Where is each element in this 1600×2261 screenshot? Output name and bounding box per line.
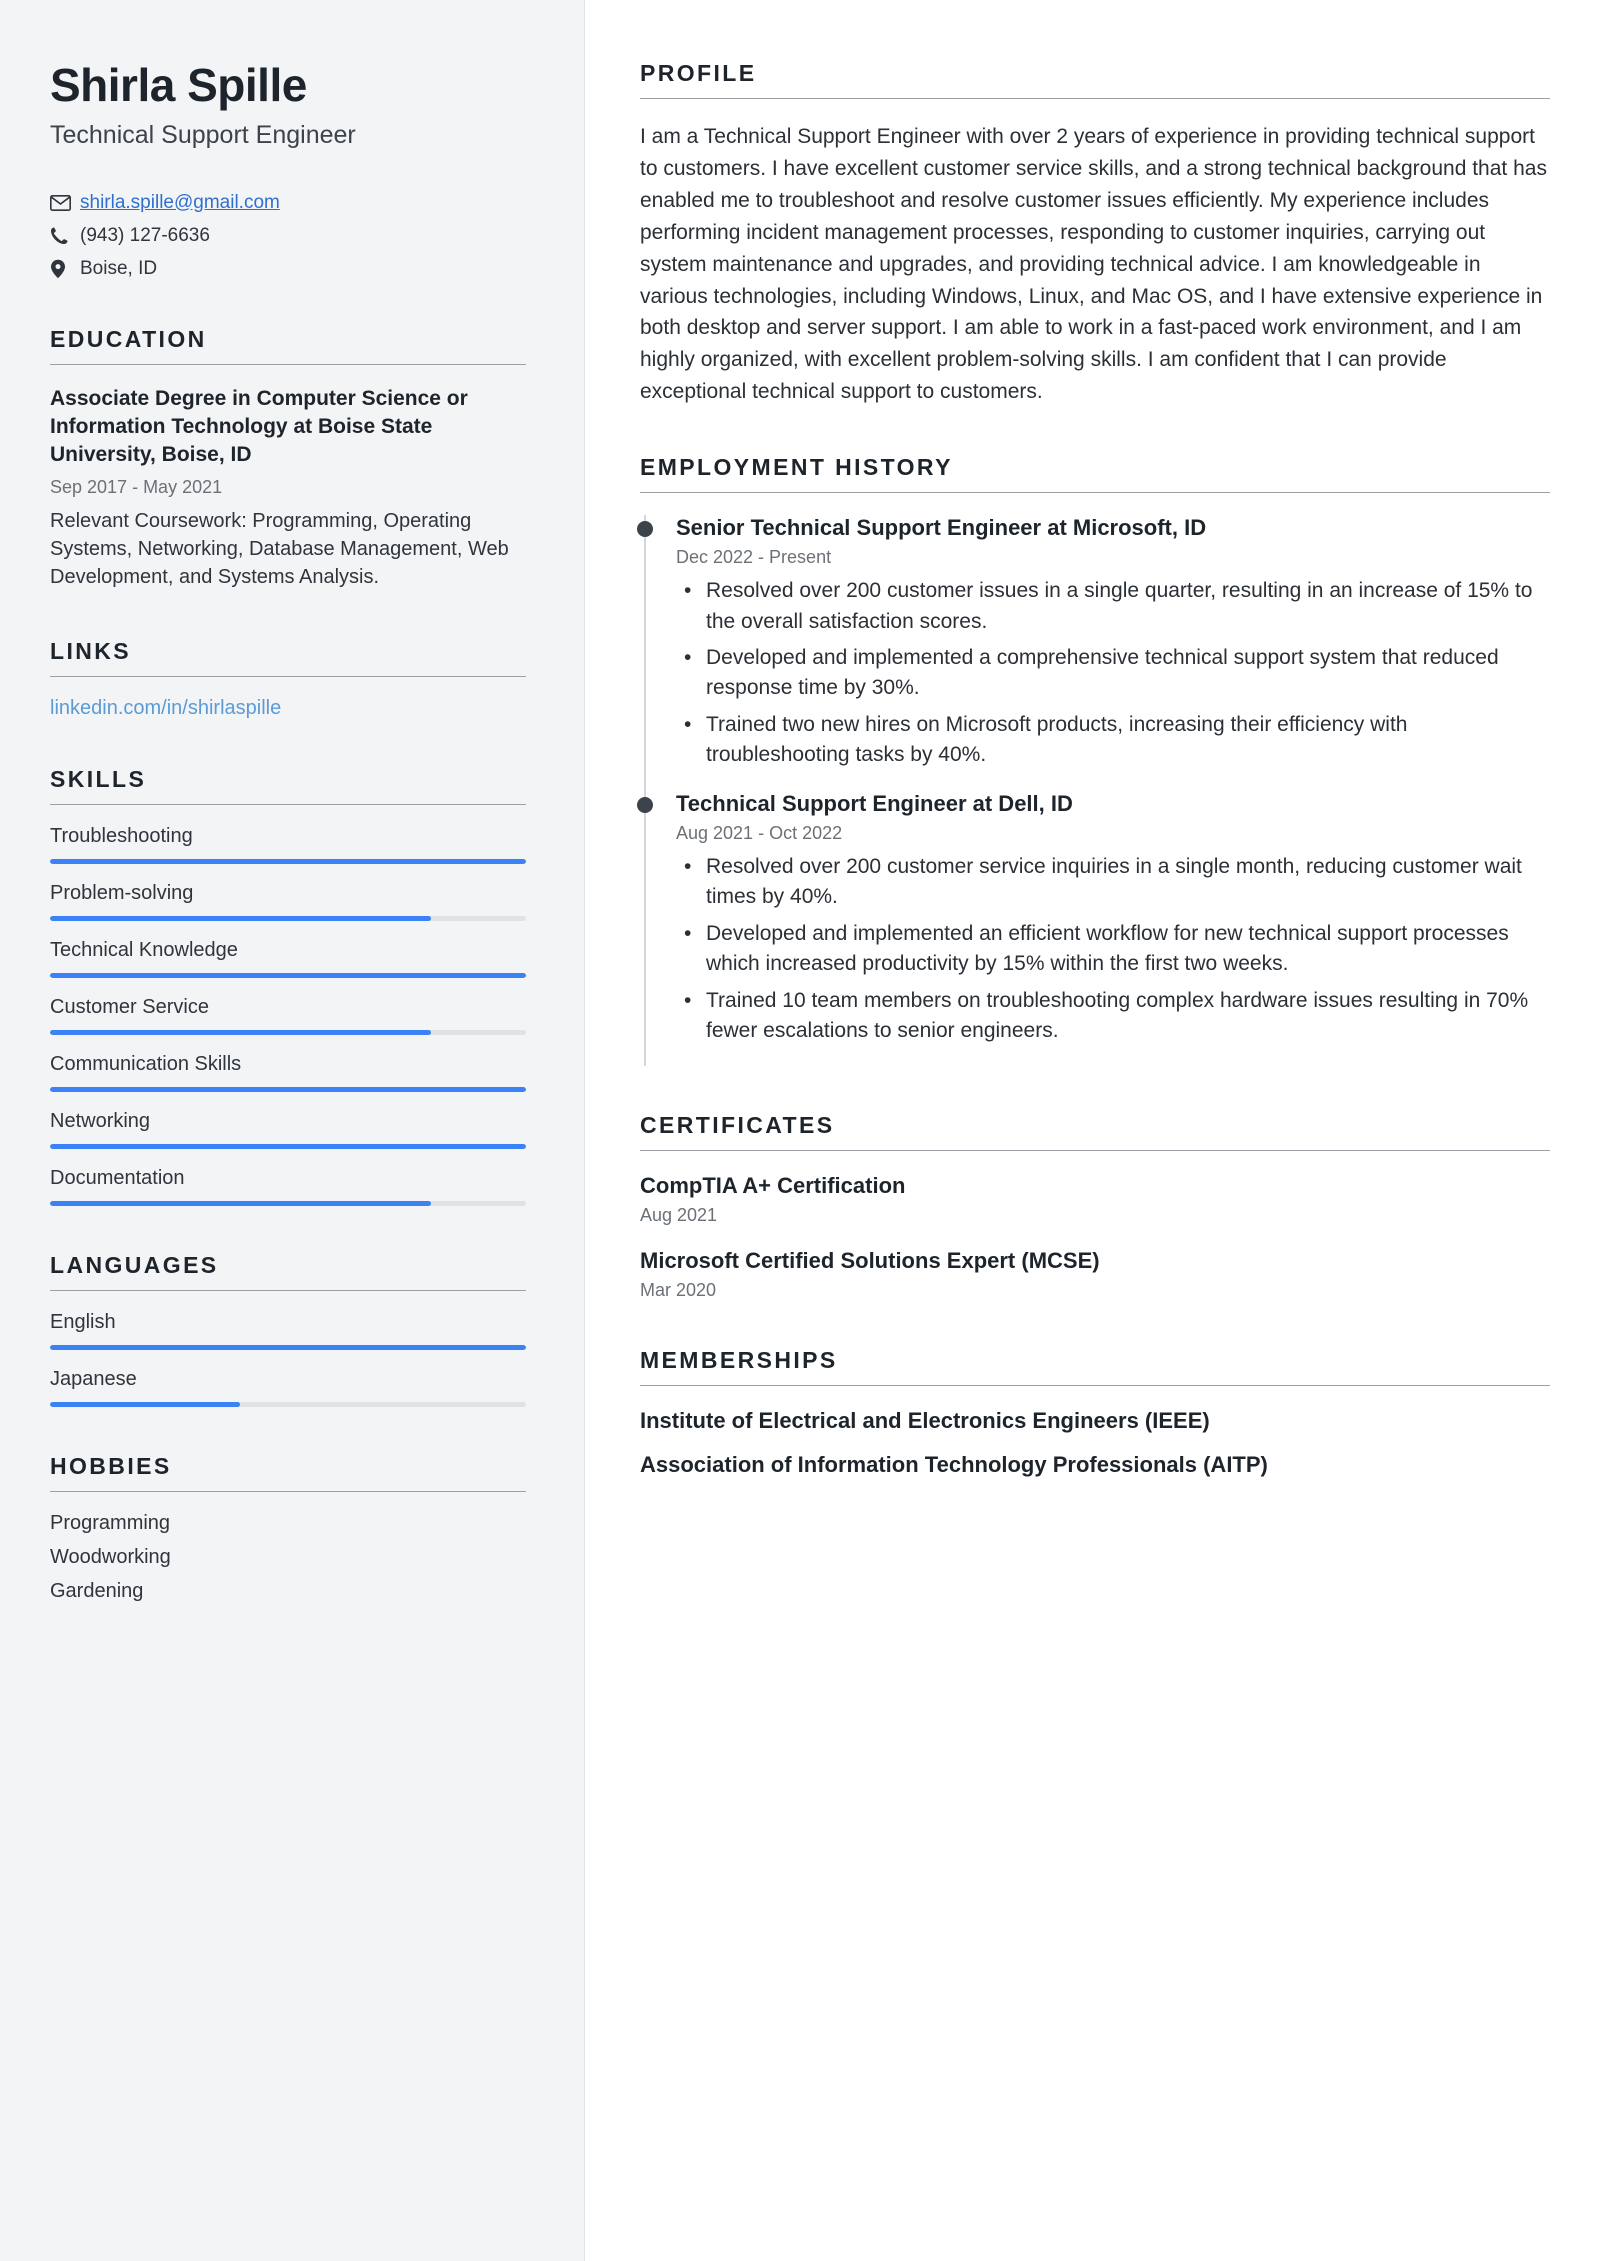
skill-bar-fill xyxy=(50,1201,431,1206)
hobby-item: Gardening xyxy=(50,1579,144,1602)
membership-item: Institute of Electrical and Electronics Engineers (IEEE) xyxy=(640,1408,1210,1434)
employment-item xyxy=(644,791,1550,1067)
job-bullets xyxy=(676,852,1550,1047)
job-bullet: • Resolved over 200 customer issues in a single quarter, resulting in an increase of 15% to the overall satisfaction scores. xyxy=(676,576,1550,637)
membership-item: Association of Information Technology Professionals (AITP) xyxy=(640,1452,1268,1478)
language-item xyxy=(50,1368,526,1407)
language-item xyxy=(50,1311,526,1350)
education-degree: Associate Degree in Computer Science or Information Technology at Boise State University, Boise, ID xyxy=(50,386,468,467)
skill-bar-fill xyxy=(50,859,526,864)
languages-heading: LANGUAGES xyxy=(50,1252,526,1291)
skill-item xyxy=(50,1110,526,1149)
skills-section xyxy=(50,766,526,1206)
skill-item xyxy=(50,996,526,1035)
timeline-dot-icon xyxy=(637,521,653,537)
candidate-name: Shirla Spille xyxy=(50,59,307,111)
job-bullet: • Resolved over 200 customer service inquiries in a single month, reducing customer wait times by 40%. xyxy=(676,852,1550,913)
skill-bar-track xyxy=(50,1030,526,1035)
skill-bar-track xyxy=(50,916,526,921)
skill-bar-fill xyxy=(50,1087,526,1092)
hobbies-heading: HOBBIES xyxy=(50,1453,526,1492)
skill-bar-fill xyxy=(50,1030,431,1035)
job-role: Senior Technical Support Engineer at Microsoft, ID xyxy=(676,515,1207,541)
language-label: English xyxy=(50,1310,116,1333)
certificate-date: Aug 2021 xyxy=(640,1205,718,1226)
education-description: Relevant Coursework: Programming, Operating Systems, Networking, Database Management, Web Development, and Systems Analysis. xyxy=(50,509,509,589)
language-label: Japanese xyxy=(50,1367,137,1390)
language-bar-fill xyxy=(50,1402,240,1407)
skill-item xyxy=(50,1053,526,1092)
links-heading: LINKS xyxy=(50,638,526,677)
phone-icon xyxy=(50,226,80,245)
employment-list xyxy=(640,515,1550,1066)
skill-label: Customer Service xyxy=(50,995,209,1018)
skill-bar-track xyxy=(50,1087,526,1092)
memberships-section xyxy=(640,1347,1550,1478)
language-bar-track xyxy=(50,1345,526,1350)
candidate-job-title: Technical Support Engineer xyxy=(50,120,356,149)
location-pin-icon xyxy=(50,259,80,279)
hobby-item: Programming xyxy=(50,1511,171,1534)
skill-label: Problem-solving xyxy=(50,881,194,904)
envelope-icon xyxy=(50,195,80,211)
education-heading: EDUCATION xyxy=(50,326,526,365)
skills-heading: SKILLS xyxy=(50,766,526,805)
job-bullet: • Developed and implemented a comprehensive technical support system that reduced response time by 30%. xyxy=(676,643,1550,704)
links-section xyxy=(50,638,526,720)
job-dates: Dec 2022 - Present xyxy=(676,547,832,568)
skill-item xyxy=(50,882,526,921)
skill-label: Networking xyxy=(50,1109,151,1132)
skill-bar-track xyxy=(50,973,526,978)
languages-section xyxy=(50,1252,526,1407)
skill-bar-fill xyxy=(50,973,526,978)
skill-label: Documentation xyxy=(50,1166,185,1189)
employment-heading: EMPLOYMENT HISTORY xyxy=(640,454,1550,493)
main-content xyxy=(585,0,1600,2261)
profile-heading: PROFILE xyxy=(640,60,1550,99)
certificates-section xyxy=(640,1112,1550,1301)
profile-text: I am a Technical Support Engineer with over 2 years of experience in providing technical support to customers. I have excellent customer service skills, and a strong technical background that has enabled me to troubleshoot and resolve customer issues efficiently. My experience includes performing incident management processes, responding to customer inquiries, carrying out system maintenance and upgrades, and providing technical advice. I am knowledgeable in various technologies, including Windows, Linux, and Mac OS, and I have extensive experience in both desktop and server support. I am able to work in a fast-paced work environment, and I am highly organized, with excellent problem-solving skills. I am confident that I can provide exceptional technical support to customers. xyxy=(640,125,1547,404)
hobby-item: Woodworking xyxy=(50,1545,171,1568)
job-role: Technical Support Engineer at Dell, ID xyxy=(676,790,1073,816)
contact-email xyxy=(50,192,526,214)
skill-bar-track xyxy=(50,1201,526,1206)
certificate-item xyxy=(640,1173,1550,1226)
job-dates: Aug 2021 - Oct 2022 xyxy=(676,822,843,843)
skill-bar-fill xyxy=(50,1144,526,1149)
skill-bar-track xyxy=(50,1144,526,1149)
contact-phone xyxy=(50,225,526,247)
job-bullets xyxy=(676,576,1550,771)
job-bullet: • Developed and implemented an efficient workflow for new technical support processes which increased productivity by 15% within the first two weeks. xyxy=(676,919,1550,980)
skill-label: Troubleshooting xyxy=(50,824,193,847)
sidebar xyxy=(0,0,585,2261)
education-dates: Sep 2017 - May 2021 xyxy=(50,476,223,497)
certificate-name: Microsoft Certified Solutions Expert (MCSE) xyxy=(640,1248,1100,1274)
memberships-heading: MEMBERSHIPS xyxy=(640,1347,1550,1386)
skill-item xyxy=(50,1167,526,1206)
employment-section xyxy=(640,454,1550,1066)
job-bullet: • Trained 10 team members on troubleshooting complex hardware issues resulting in 70% fewer escalations to senior engineers. xyxy=(676,986,1550,1047)
phone-value: (943) 127-6636 xyxy=(80,224,210,246)
skill-label: Technical Knowledge xyxy=(50,938,238,961)
employment-item xyxy=(644,515,1550,791)
skill-item xyxy=(50,825,526,864)
link-linkedin[interactable]: linkedin.com/in/shirlaspille xyxy=(50,696,282,719)
certificates-heading: CERTIFICATES xyxy=(640,1112,1550,1151)
certificate-name: CompTIA A+ Certification xyxy=(640,1173,906,1199)
certificate-date: Mar 2020 xyxy=(640,1280,717,1301)
skill-bar-track xyxy=(50,859,526,864)
location-value: Boise, ID xyxy=(80,257,158,279)
language-bar-track xyxy=(50,1402,526,1407)
skill-item xyxy=(50,939,526,978)
skill-label: Communication Skills xyxy=(50,1052,242,1075)
language-bar-fill xyxy=(50,1345,526,1350)
hobbies-section xyxy=(50,1453,526,1603)
contact-list xyxy=(50,192,526,280)
job-bullet: • Trained two new hires on Microsoft products, increasing their efficiency with troubleshooting tasks by 40%. xyxy=(676,710,1550,771)
email-link[interactable]: shirla.spille@gmail.com xyxy=(80,191,280,213)
timeline-dot-icon xyxy=(637,797,653,813)
education-section xyxy=(50,326,526,592)
profile-section xyxy=(640,60,1550,408)
certificate-item xyxy=(640,1248,1550,1301)
contact-location xyxy=(50,258,526,280)
skill-bar-fill xyxy=(50,916,431,921)
